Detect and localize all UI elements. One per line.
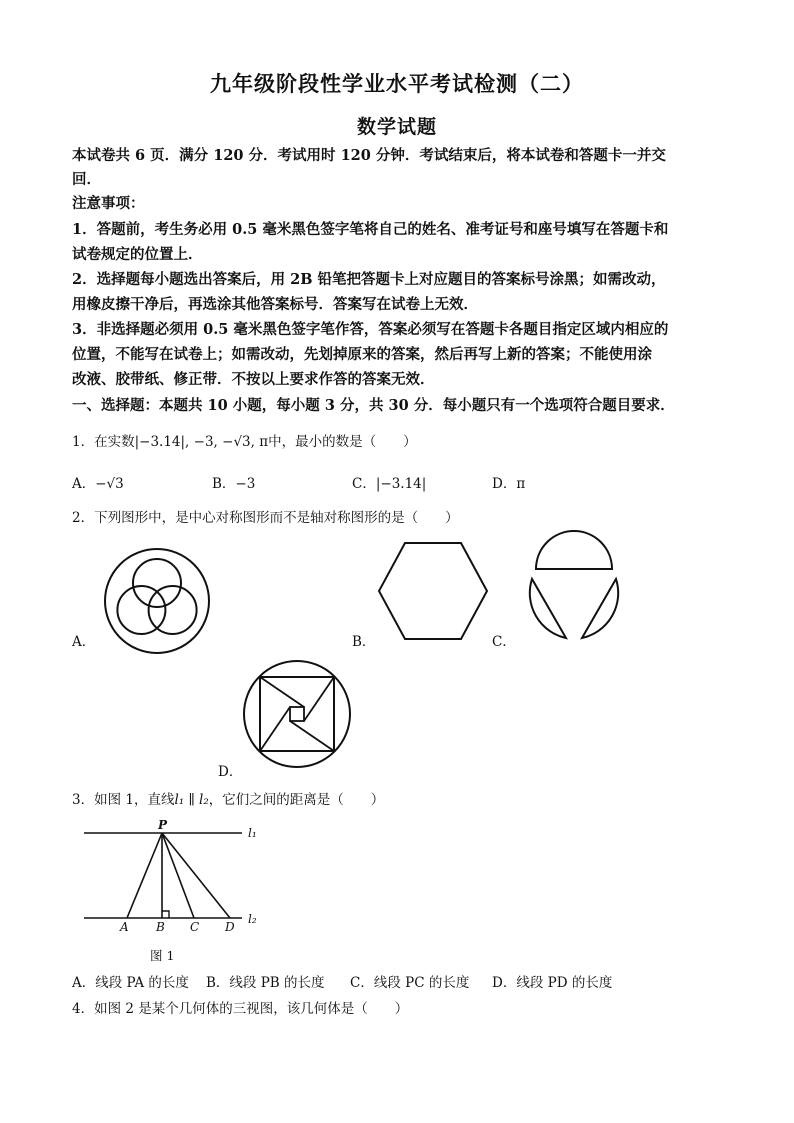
question-3-stem [72,788,384,808]
q3-option-c[interactable]: C．线段 PC 的长度 [350,975,470,991]
question-4-stem: 4．如图 2 是某个几何体的三视图，该几何体是（ ） [72,1001,409,1017]
notice-3c: 改液、胶带纸、修正带．不按以上要求作答的答案无效． [72,371,435,388]
q3-option-a[interactable]: A．线段 PA 的长度 [72,975,189,991]
q3-figure-1 [82,818,272,938]
notice-label: 注意事项： [72,195,145,212]
notice-3b: 位置，不能写在试卷上；如需改动，先划掉原来的答案，然后再写上新的答案；不能使用涂 [72,346,652,363]
figure-1-caption: 图 1 [150,948,175,963]
q2-figure-a[interactable] [102,546,212,656]
question-2-stem: 2．下列图形中，是中心对称图形而不是轴对称图形的是（ ） [72,510,459,526]
q2-label-b: B． [352,634,376,650]
q1-option-d[interactable]: D．π [492,476,526,492]
notice-1a: 1．答题前，考生务必用 0.5 毫米黑色签字笔将自己的姓名、准考证号和座号填写在答题卡和 [72,221,669,238]
line-l2-label: l₂ [248,912,257,926]
page-subtitle: 数学试题 [356,116,437,138]
point-d-label: D [225,920,235,934]
q1-option-c[interactable]: C．|−3.14| [352,476,427,492]
point-c-label: C [190,920,200,934]
q2-figure-b[interactable] [377,541,489,641]
section-heading: 一、选择题：本题共 10 小题，每小题 3 分，共 30 分．每小题只有一个选项符合题目要求． [72,397,675,414]
notice-2b: 用橡皮擦干净后，再选涂其他答案标号．答案写在试卷上无效． [72,296,478,313]
line-l1-label: l₁ [248,826,257,840]
notice-2a: 2．选择题每小题选出答案后，用 2B 铅笔把答题卡上对应题目的答案标号涂黑；如需改动， [72,271,666,288]
q2-figure-d[interactable] [242,659,352,769]
q1-option-a[interactable]: A．−√3 [72,476,124,492]
point-p-label: P [158,818,168,832]
q1-expression: |−3.14|, −3, −√3, π [134,434,269,450]
q1-suffix: 中，最小的数是（ ） [268,434,417,450]
q3-relation: l₁ ∥ l₂ [174,792,209,808]
q1-option-b[interactable]: B．−3 [212,476,256,492]
point-a-label: A [120,920,129,934]
q2-label-d: D． [218,764,243,780]
intro-line-1: 本试卷共 6 页．满分 120 分．考试用时 120 分钟．考试结束后，将本试卷和答题卡一并交 [72,147,666,164]
point-b-label: B [156,920,165,934]
q3-suffix: ，它们之间的距离是（ ） [208,792,385,808]
notice-3a: 3．非选择题必须用 0.5 毫米黑色签字笔作答，答案必须写在答题卡各题目指定区域内相应的 [72,321,669,338]
question-1-stem [72,430,417,450]
q2-label-a: A． [72,634,96,650]
q3-prefix: 3．如图 1，直线 [72,792,175,808]
q3-option-b[interactable]: B．线段 PB 的长度 [206,975,325,991]
q1-prefix: 1．在实数 [72,434,135,450]
intro-line-2: 回． [72,171,101,188]
q2-label-c: C． [492,634,516,650]
q3-option-d[interactable]: D．线段 PD 的长度 [492,975,613,991]
page-title: 九年级阶段性学业水平考试检测（二） [210,71,584,96]
notice-1b: 试卷规定的位置上． [72,246,203,263]
q2-figure-c[interactable] [518,533,630,643]
